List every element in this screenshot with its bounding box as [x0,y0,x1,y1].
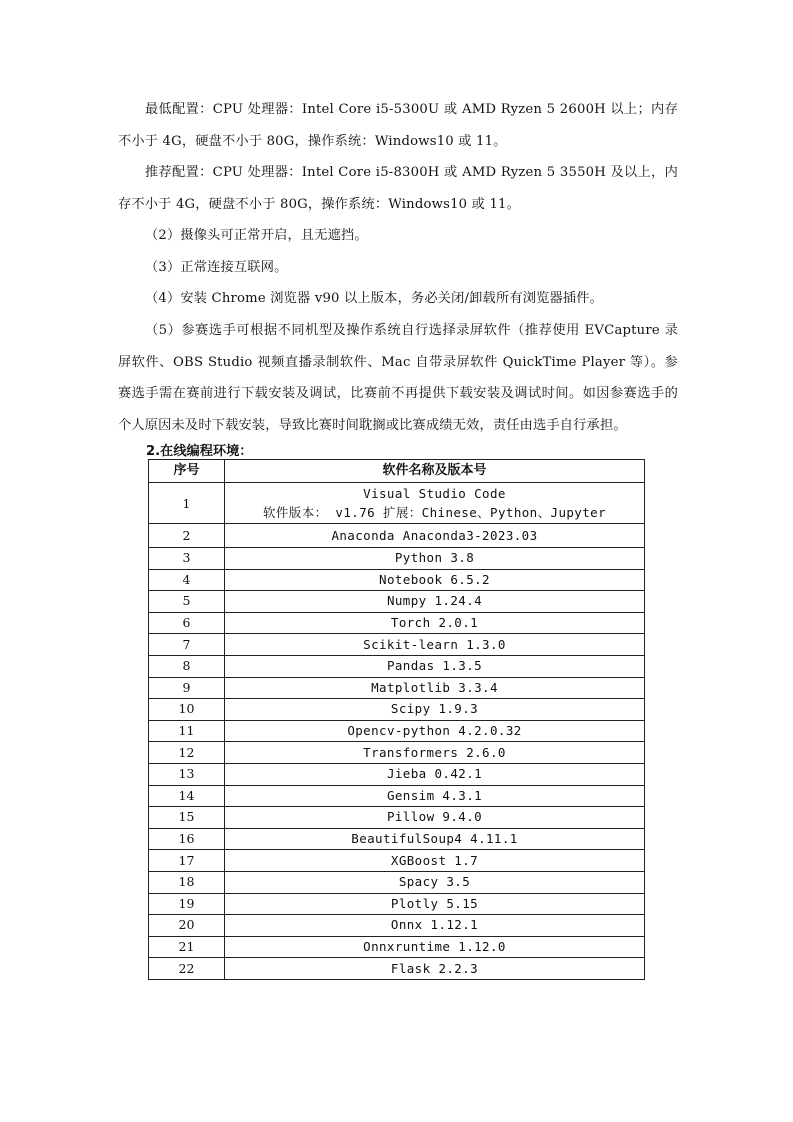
row-no: 13 [149,763,225,785]
paragraph-chrome: （4）安装 Chrome 浏览器 v90 以上版本，务必关闭/卸载所有浏览器插件。 [145,291,604,306]
row-software: Onnx 1.12.1 [225,915,645,937]
table-row [149,785,645,807]
row-software: Opencv-python 4.2.0.32 [225,720,645,742]
row-no: 22 [149,958,225,980]
row-no: 20 [149,915,225,937]
paragraph-internet: （3）正常连接互联网。 [145,260,288,275]
table-row [149,634,645,656]
row-software: Notebook 6.5.2 [225,569,645,591]
software-table [148,459,645,980]
row-software: Jieba 0.42.1 [225,763,645,785]
table-row [149,915,645,937]
row-software-line1: Visual Studio Code [363,486,506,501]
row-software: BeautifulSoup4 4.11.1 [225,828,645,850]
row-no: 18 [149,871,225,893]
table-row [149,655,645,677]
row-software: Transformers 2.6.0 [225,742,645,764]
row-no: 8 [149,655,225,677]
table-row [149,958,645,980]
row-no: 6 [149,612,225,634]
row-no: 2 [149,524,225,548]
row-no: 5 [149,591,225,613]
row-no: 10 [149,699,225,721]
table-header-row [149,460,645,483]
row-no: 3 [149,548,225,570]
paragraph-screen-recording: （5）参赛选手可根据不同机型及操作系统自行选择录屏软件（推荐使用 EVCapture 录屏软件、OBS Studio 视频直播录制软件、Mac 自带录屏软件 QuickTime Player 等）。参赛选手需在赛前进行下载安装及调试，比赛前不再提供下载安装及调试时间。如因参赛选手的个人原因未及时下载安装，导致比赛时间耽搁或比赛成绩无效，责任由选手自行承担。 [118,323,678,433]
row-no: 17 [149,850,225,872]
row-software: Python 3.8 [225,548,645,570]
table-row [149,893,645,915]
table-row [149,936,645,958]
row-no: 1 [149,483,225,524]
paragraph-min-config: 最低配置：CPU 处理器：Intel Core i5-5300U 或 AMD Ryzen 5 2600H 以上；内存不小于 4G，硬盘不小于 80G，操作系统：Windows10 或 11。 [118,102,678,149]
table-row [149,720,645,742]
row-no: 14 [149,785,225,807]
header-software: 软件名称及版本号 [225,460,645,483]
table-row [149,699,645,721]
row-no: 16 [149,828,225,850]
header-no: 序号 [149,460,225,483]
table-row [149,677,645,699]
table-row [149,763,645,785]
row-software: Anaconda Anaconda3-2023.03 [225,524,645,548]
row-software: Scikit-learn 1.3.0 [225,634,645,656]
table-row [149,871,645,893]
table-row [149,742,645,764]
table-row [149,612,645,634]
row-software: Flask 2.2.3 [225,958,645,980]
table-row [149,850,645,872]
table-row [149,548,645,570]
table-row [149,524,645,548]
table-row [149,828,645,850]
row-software: Pandas 1.3.5 [225,655,645,677]
table-row [149,591,645,613]
row-software: Scipy 1.9.3 [225,699,645,721]
row-software-line2: 软件版本： v1.76 扩展：Chinese、Python、Jupyter [263,505,606,520]
row-no: 19 [149,893,225,915]
table-row [149,569,645,591]
row-software [225,483,645,524]
row-no: 12 [149,742,225,764]
row-no: 4 [149,569,225,591]
table-row [149,807,645,829]
row-software: Spacy 3.5 [225,871,645,893]
row-no: 7 [149,634,225,656]
row-software: Torch 2.0.1 [225,612,645,634]
row-software: XGBoost 1.7 [225,850,645,872]
row-no: 15 [149,807,225,829]
row-software: Gensim 4.3.1 [225,785,645,807]
row-no: 21 [149,936,225,958]
row-software: Matplotlib 3.3.4 [225,677,645,699]
row-software: Numpy 1.24.4 [225,591,645,613]
row-no: 9 [149,677,225,699]
row-software: Pillow 9.4.0 [225,807,645,829]
paragraph-recommended-config: 推荐配置：CPU 处理器：Intel Core i5-8300H 或 AMD Ryzen 5 3550H 及以上，内存不小于 4G，硬盘不小于 80G，操作系统：Windows10 或 11。 [118,165,678,212]
row-software: Plotly 5.15 [225,893,645,915]
row-software: Onnxruntime 1.12.0 [225,936,645,958]
table-row [149,483,645,524]
paragraph-camera: （2）摄像头可正常开启，且无遮挡。 [145,228,368,243]
section-title: 2.在线编程环境： [146,444,253,459]
row-no: 11 [149,720,225,742]
